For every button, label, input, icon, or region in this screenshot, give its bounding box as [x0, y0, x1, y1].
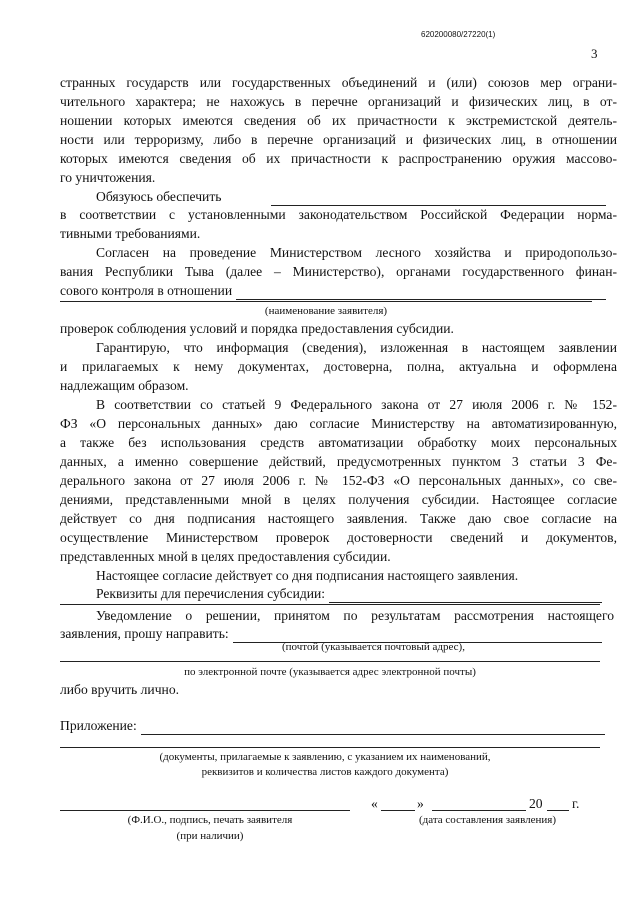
- requisites-field[interactable]: [96, 585, 602, 603]
- year-prefix: 20: [529, 796, 543, 811]
- date-month-underline[interactable]: [432, 810, 526, 811]
- text-line: В соответствии со статьей 9 Федерального закона от 27 июля 2006 г. № 152-: [96, 397, 617, 412]
- date-caption: (дата составления заявления): [418, 814, 556, 826]
- signature-caption-1: (Ф.И.О., подпись, печать заявителя: [127, 814, 293, 826]
- text-line: Уведомление о решении, принятом по результатам рассмотрения настоящего: [96, 608, 614, 623]
- text-line: проверок соблюдения условий и порядка предоставления субсидии.: [60, 321, 454, 336]
- obligation-label: Обязуюсь обеспечить: [96, 189, 222, 204]
- email-caption: по электронной почте (указывается адрес электронной почты): [184, 666, 476, 678]
- requisites-underline: [329, 589, 602, 603]
- text-line: Гарантирую, что информация (сведения), изложенная в настоящем заявлении: [96, 340, 617, 355]
- requisites-underline-2: [60, 604, 600, 605]
- text-line: в соответствии с установленными законодательством Российской Федерации норма-: [60, 207, 617, 222]
- text-line: тивными требованиями.: [60, 226, 201, 241]
- text-line: действует со дня подписания настоящего заявления. Также даю свое согласие на: [60, 511, 617, 526]
- text-line: либо вручить лично.: [60, 682, 180, 697]
- applicant-underline: [236, 286, 606, 300]
- text-line: ности или терроризму, либо в перечне организаций и физических лиц, в отношении: [60, 132, 617, 147]
- obligation-underline: [271, 192, 606, 206]
- attachment-caption-1: (документы, прилагаемые к заявлению, с указанием их наименований,: [159, 751, 491, 763]
- document-code: 620200080/27220(1): [421, 30, 496, 39]
- text-line: а также без использования средств автоматизации обработку моих персональных: [60, 435, 617, 450]
- text-line: ФЗ «О персональных данных» даю согласие Министерству на автоматизированную,: [60, 416, 617, 431]
- applicant-caption: (наименование заявителя): [264, 305, 388, 317]
- text-line: Настоящее согласие действует со дня подписания настоящего заявления.: [96, 568, 519, 583]
- requisites-label: Реквизиты для перечисления субсидии:: [96, 586, 326, 601]
- text-line: данных, а именно совершение действий, предусмотренных пунктом 3 статьи 3 Фе-: [60, 454, 617, 469]
- text-line: странных государств или государственных объединений и (или) союзов мер ограни-: [60, 75, 617, 90]
- text-line: и прилагаемых к нему документах, достоверна, полна, актуальна и оформлена: [60, 359, 617, 374]
- text-line: представленных мной в целях предоставления субсидии.: [60, 549, 391, 564]
- applicant-underline-2: [60, 301, 592, 302]
- obligation-field[interactable]: [96, 188, 606, 206]
- date-year-underline[interactable]: [547, 810, 569, 811]
- text-line: надлежащим образом.: [60, 378, 189, 393]
- text-line: вания Республики Тыва (далее – Министерство), органами государственного финан-: [60, 264, 617, 279]
- date-day-underline[interactable]: [381, 810, 415, 811]
- attachment-caption-2: реквизитов и количества листов каждого документа): [201, 766, 449, 778]
- text-line: которых имеются сведения об их причастности к распространению оружия массово-: [60, 151, 617, 166]
- post-address-caption: (почтой (указывается почтовый адрес),: [282, 641, 465, 653]
- text-line: Согласен на проведение Министерством лесного хозяйства и природопользо-: [96, 245, 617, 260]
- date-open-quote: «: [371, 796, 378, 811]
- signature-underline[interactable]: [60, 810, 350, 811]
- text-line: дерального закона от 27 июля 2006 г. № 152-ФЗ «О персональных данных», со све-: [60, 473, 617, 488]
- attachment-underline-2: [60, 747, 600, 748]
- text-line: чительного характера; не нахожусь в перечне организаций и физических лиц, в от-: [60, 94, 617, 109]
- text-line: го уничтожения.: [60, 170, 156, 185]
- attachment-field[interactable]: [60, 717, 605, 735]
- notify-label: заявления, прошу направить:: [60, 626, 229, 641]
- text-line: дениями, представленными мной в целях получения субсидии. Настоящее согласие: [60, 492, 617, 507]
- date-close-quote: »: [417, 796, 424, 811]
- signature-caption-2: (при наличии): [176, 830, 244, 842]
- attachment-label: Приложение:: [60, 718, 137, 733]
- email-underline[interactable]: [60, 661, 600, 662]
- text-line: осуществление Министерством проверок достоверности сведений и документов,: [60, 530, 617, 545]
- applicant-field[interactable]: [60, 282, 606, 300]
- applicant-label: сового контроля в отношении: [60, 283, 233, 298]
- page-number: 3: [591, 46, 598, 61]
- year-suffix: г.: [572, 796, 580, 811]
- text-line: ношении которых имеются сведения об их причастности к экстремистской деятель-: [60, 113, 617, 128]
- attachment-underline: [141, 721, 605, 735]
